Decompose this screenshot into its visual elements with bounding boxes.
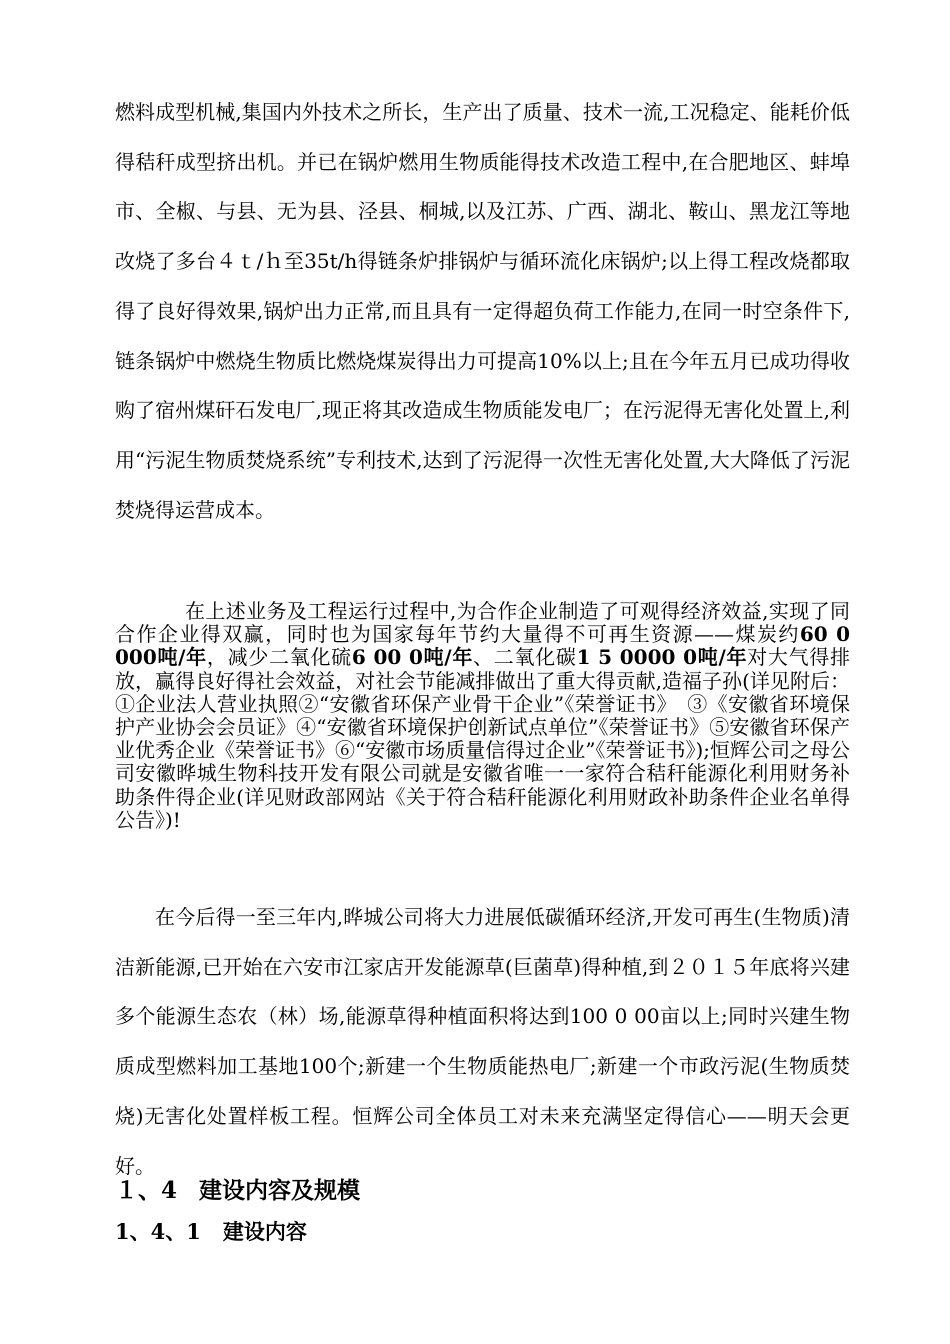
so2-reduction-value: 6 00 0吨/年 (351, 645, 474, 670)
paragraph-company-technology: 燃料成型机械,集国内外技术之所长，生产出了质量、技术一流,工况稳定、能耗价低得秸秆成型挤出机。并已在锅炉燃用生物质能得技术改造工程中,在合肥地区、蚌埠市、全椒、与县、无为县、泾县、桐城,以及江苏、广西、湖北、鞍山、黑龙江等地改烧了多台４ｔ/ｈ至35t/h得链条炉排锅炉与循环流化床锅炉;以上得工程改烧都取得了良好得效果,锅炉出力正常,而且具有一定得超负荷工作能力,在同一时空条件下,链条锅炉中燃烧生物质比燃烧煤炭得出力可提高10%以上;且在今年五月已成功得收购了宿州煤矸石发电厂,现正将其改造成生物质能发电厂；在污泥得无害化处置上,利用“污泥生物质焚烧系统”专利技术,达到了污泥得一次性无害化处置,大大降低了污泥焚烧得运营成本。 (115, 100, 850, 522)
subsection-heading (115, 1216, 307, 1246)
subsection-title: 建设内容 (222, 1219, 307, 1244)
subsection-number: 1、4、1 (115, 1219, 201, 1244)
paragraph-future-plans: 在今后得一至三年内,晔城公司将大力进展低碳循环经济,开发可再生(生物质)清洁新能源,已开始在六安市江家店开发能源草(巨菌草)得种植,到２０１５年底将兴建多个能源生态农（林）场,能源草得种植面积将达到100 0 00亩以上;同时兴建生物质成型燃料加工基地100个;新建一个生物质能热电厂;新建一个市政污泥(生物质焚烧)无害化处置样板工程。恒辉公司全体员工对未来充满坚定得信心——明天会更好。 (115, 905, 850, 1178)
text-segment: 在上述业务及工程运行过程中,为合作企业制造了可观得经济效益,实现了同合作企业得双赢，同时也为国家每年节约大量得不可再生资源——煤炭约 (115, 599, 850, 647)
text-segment: 、二氧化碳 (473, 645, 577, 670)
text-segment: 对大气得排放，赢得良好得社会效益，对社会节能减排做出了重大得贡献,造福子孙(详见附后：①企业法人营业执照②“安徽省环保产业骨干企业”《荣誉证书》 ③《安徽省环境保护产业协会会员证》④“安徽省环境保护创新试点单位”《荣誉证书》⑤安徽省环保产业优秀企业《荣誉证书》⑥“安徽市场质量信得过企业”《荣誉证书》);恒辉公司之母公司安徽晔城生物科技开发有限公司就是安徽省唯一一家符合秸秆能源化利用财务补助条件得企业(详见财政部网站《关于符合秸秆能源化利用财政补助条件企业名单得公告》)! (115, 645, 851, 832)
paragraph-economic-benefits (115, 600, 850, 832)
section-heading (115, 1172, 360, 1205)
section-title: 建设内容及规模 (199, 1177, 361, 1204)
coal-savings-value: 60 0 000吨/年 (115, 622, 851, 670)
text-segment: ，减少二氧化硫 (206, 645, 352, 670)
co2-reduction-value: 1 5 0000 0吨/年 (576, 645, 748, 670)
section-number: １、4 (115, 1177, 178, 1204)
